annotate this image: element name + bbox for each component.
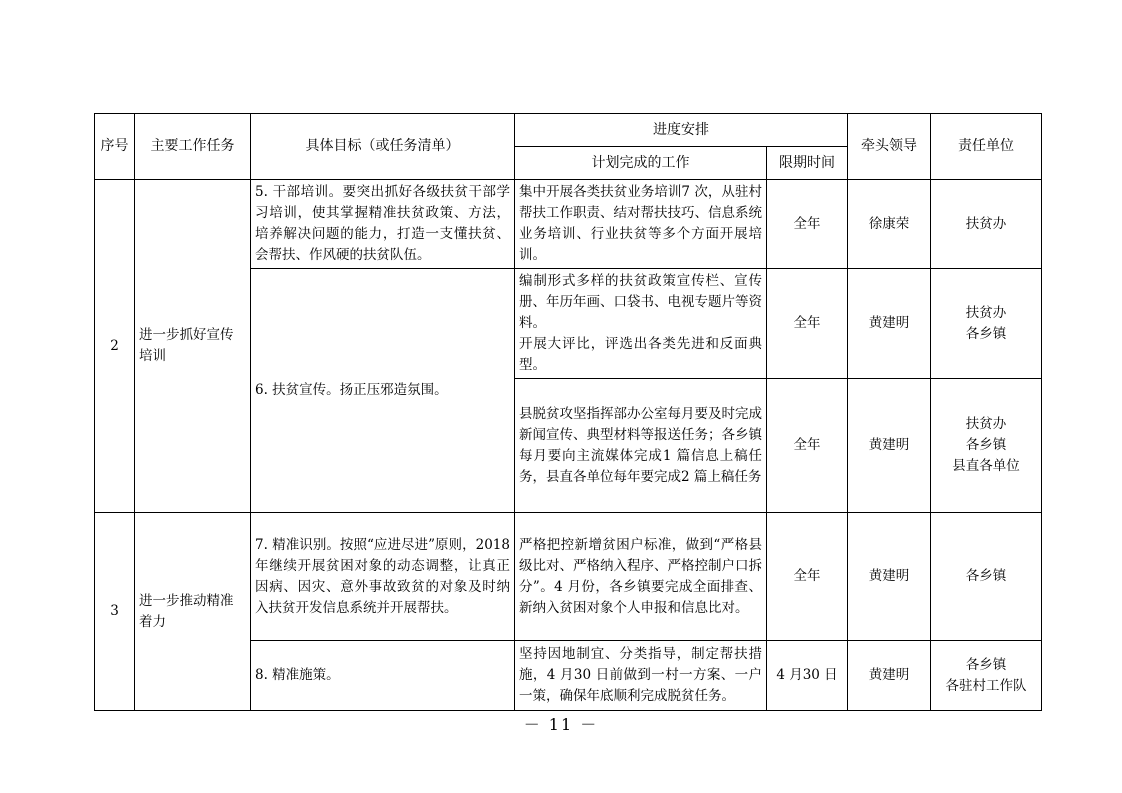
leader-cell: 徐康荣 (848, 180, 931, 269)
header-seq: 序号 (95, 114, 135, 180)
deadline-cell: 全年 (767, 513, 848, 641)
header-task: 主要工作任务 (135, 114, 251, 180)
leader-cell: 黄建明 (848, 379, 931, 513)
goal-cell: 8. 精准施策。 (251, 641, 515, 711)
header-plan: 计划完成的工作 (515, 147, 767, 180)
goal-cell: 6. 扶贫宣传。扬正压邪造氛围。 (251, 269, 515, 513)
deadline-cell: 全年 (767, 379, 848, 513)
unit-cell (931, 269, 1042, 379)
plan-cell: 坚持因地制宜、分类指导，制定帮扶措施，4 月30 日前做到一村一方案、一户一策，确保年底顺利完成脱贫任务。 (515, 641, 767, 711)
unit-line: 各乡镇 (965, 325, 1007, 342)
plan-cell: 集中开展各类扶贫业务培训7 次，从驻村帮扶工作职责、结对帮扶技巧、信息系统业务培训、行业扶贫等多个方面开展培训。 (515, 180, 767, 269)
header-deadline: 限期时间 (767, 147, 848, 180)
unit-line: 各驻村工作队 (945, 677, 1027, 694)
unit-line: 扶贫办 (965, 304, 1007, 321)
deadline-cell: 全年 (767, 180, 848, 269)
work-task-table (94, 113, 1042, 711)
plan-cell: 县脱贫攻坚指挥部办公室每月要及时完成新闻宣传、典型材料等报送任务；各乡镇每月要向主流媒体完成1 篇信息上稿任务，县直各单位每年要完成2 篇上稿任务 (515, 379, 767, 513)
leader-cell: 黄建明 (848, 513, 931, 641)
unit-cell (931, 641, 1042, 711)
header-unit: 责任单位 (931, 114, 1042, 180)
unit-line: 县直各单位 (952, 458, 1020, 474)
page-number: － 11 － (523, 715, 599, 734)
header-progress: 进度安排 (515, 114, 848, 147)
unit-line: 扶贫办 (965, 215, 1007, 232)
seq-cell: 2 (95, 180, 135, 513)
deadline-cell: 4 月30 日 (767, 641, 848, 711)
goal-cell: 5. 干部培训。要突出抓好各级扶贫干部学习培训，使其掌握精准扶贫政策、方法，培养解决问题的能力，打造一支懂扶贫、会帮扶、作风硬的扶贫队伍。 (251, 180, 515, 269)
goal-cell: 7. 精准识别。按照“应进尽进”原则，2018 年继续开展贫困对象的动态调整，让真正因病、因灾、意外事故致贫的对象及时纳入扶贫开发信息系统并开展帮扶。 (251, 513, 515, 641)
unit-line: 扶贫办 (965, 416, 1007, 432)
table-row (95, 513, 1042, 641)
unit-line: 各乡镇 (965, 568, 1007, 584)
header-leader: 牵头领导 (848, 114, 931, 180)
header-row (95, 114, 1042, 147)
task-cell: 进一步推动精准着力 (135, 513, 251, 711)
plan-cell: 编制形式多样的扶贫政策宣传栏、宣传册、年历年画、口袋书、电视专题片等资料。 开展大评比，评选出各类先进和反面典型。 (515, 269, 767, 379)
unit-line: 各乡镇 (965, 437, 1007, 453)
plan-cell: 严格把控新增贫困户标准，做到“严格县级比对、严格纳入程序、严格控制户口拆分”。4 月份，各乡镇要完成全面排查、新纳入贫困对象个人申报和信息比对。 (515, 513, 767, 641)
unit-line: 各乡镇 (965, 656, 1007, 673)
unit-cell (931, 513, 1042, 641)
leader-cell: 黄建明 (848, 269, 931, 379)
seq-cell: 3 (95, 513, 135, 711)
header-goal: 具体目标（或任务清单） (251, 114, 515, 180)
unit-cell (931, 180, 1042, 269)
table-row (95, 180, 1042, 269)
deadline-cell: 全年 (767, 269, 848, 379)
task-cell: 进一步抓好宣传培训 (135, 180, 251, 513)
unit-cell (931, 379, 1042, 513)
leader-cell: 黄建明 (848, 641, 931, 711)
